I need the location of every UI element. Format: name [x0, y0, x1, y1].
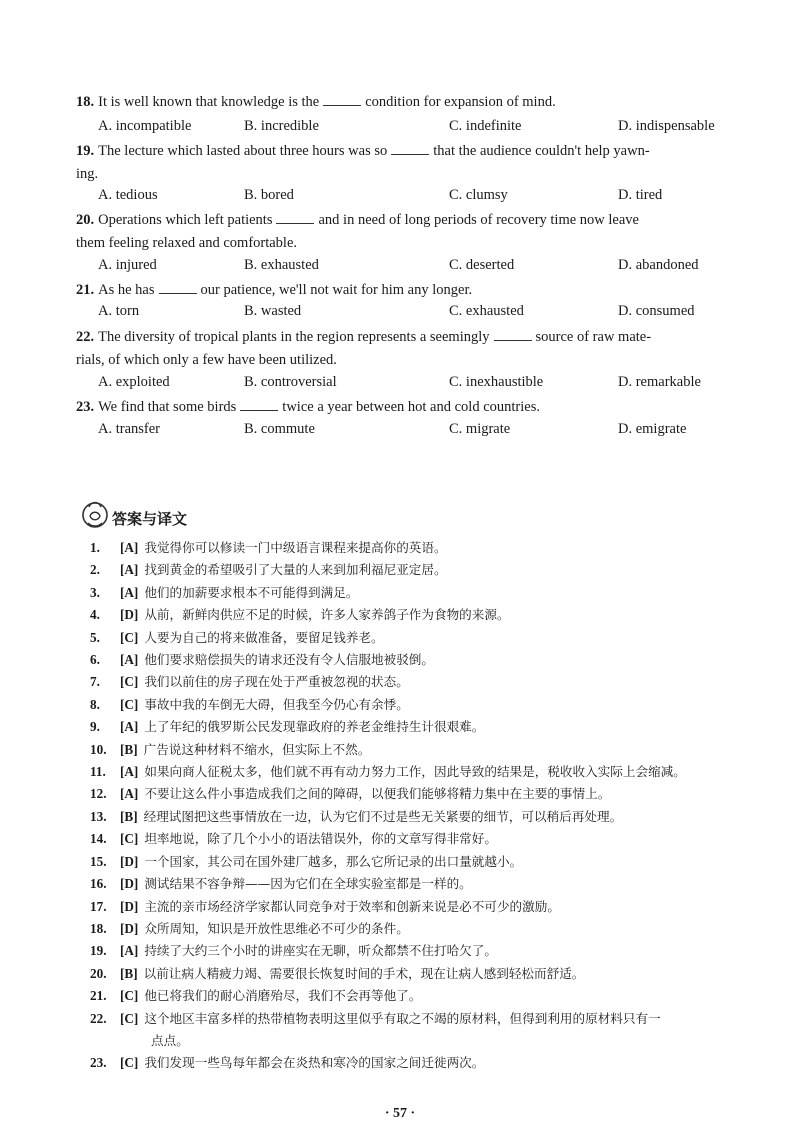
question-stem-rest: our patience, we'll not wait for him any longer. — [200, 282, 473, 298]
answer-item: 9. [A] 上了年纪的俄罗斯公民发现靠政府的养老金维持生计很艰难。 — [90, 719, 485, 735]
answer-item: 17. [D] 主流的亲市场经济学家都认同竞争对于效率和创新来说是必不可少的激励。 — [90, 898, 560, 914]
answer-list — [90, 537, 750, 1075]
answer-item: 23. [C] 我们发现一些鸟每年都会在炎热和寒冷的国家之间迁徙两次。 — [90, 1055, 485, 1071]
answer-item: 3. [A] 他们的加薪要求根本不可能得到满足。 — [90, 584, 359, 600]
option-a: A. tedious — [98, 187, 158, 203]
question-stem-continued: ing. — [76, 166, 99, 182]
option-a: A. transfer — [98, 421, 161, 437]
option-d: D. tired — [618, 187, 663, 203]
option-c: C. deserted — [449, 257, 515, 273]
option-d: D. abandoned — [618, 257, 699, 273]
question-number: 19. — [76, 143, 95, 159]
question-number: 20. — [76, 212, 95, 228]
option-a: A. injured — [98, 257, 157, 273]
question-stem: Operations which left patients — [98, 212, 273, 228]
option-c: C. migrate — [449, 421, 511, 437]
answer-blank — [276, 211, 314, 224]
section-title: 答案与译文 — [112, 510, 188, 528]
question-stem-continued: them feeling relaxed and comfortable. — [76, 235, 298, 251]
answer-item: 19. [A] 持续了大约三个小时的讲座实在无聊，听众都禁不住打哈欠了。 — [90, 943, 497, 959]
answer-item: 12. [A] 不要让这么件小事造成我们之间的障碍，以便我们能够将精力集中在主要的事情上。 — [90, 786, 611, 802]
answer-item: 14. [C] 坦率地说，除了几个小小的语法错误外，你的文章写得非常好。 — [90, 831, 497, 847]
question-22 — [76, 326, 760, 372]
option-a: A. exploited — [98, 374, 170, 390]
page-number: · 57 · — [384, 1106, 416, 1121]
option-d: D. indispensable — [618, 118, 715, 134]
answer-item: 15. [D] 一个国家，其公司在国外建厂越多，那么它所记录的出口量就越小。 — [90, 853, 523, 869]
question-number: 22. — [76, 329, 95, 345]
question-stem-rest: and in need of long periods of recovery time now leave — [318, 212, 639, 228]
question-20 — [76, 209, 760, 255]
option-b: B. wasted — [244, 303, 302, 319]
option-a: A. torn — [98, 303, 140, 319]
option-b: B. bored — [244, 187, 294, 203]
question-stem: The diversity of tropical plants in the region represents a seemingly — [98, 329, 490, 345]
answer-item: 8. [C] 事故中我的车倒无大碍，但我至今仍心有余悸。 — [90, 696, 409, 712]
options-18 — [98, 118, 760, 140]
answer-item: 4. [D] 从前，新鲜肉供应不足的时候，许多人家养鸽子作为食物的来源。 — [90, 607, 510, 623]
question-number: 18. — [76, 94, 95, 110]
section-ornament-icon — [80, 497, 110, 531]
question-18 — [76, 91, 760, 114]
answer-blank — [494, 328, 532, 341]
question-stem-rest: condition for expansion of mind. — [365, 94, 556, 110]
answer-item: 7. [C] 我们以前住的房子现在处于严重被忽视的状态。 — [90, 674, 409, 690]
answer-item: 11. [A] 如果向商人征税太多，他们就不再有动力努力工作，因此导致的结果是，税收收入实际上会缩减。 — [90, 764, 686, 780]
answer-item: 16. [D] 测试结果不容争辩——因为它们在全球实验室都是一样的。 — [90, 876, 472, 892]
options-19 — [98, 187, 760, 209]
question-21 — [76, 279, 760, 302]
question-stem: The lecture which lasted about three hours was so — [98, 143, 388, 159]
option-b: B. incredible — [244, 118, 319, 134]
option-c: C. indefinite — [449, 118, 522, 134]
answer-item: 5. [C] 人要为自己的将来做准备，要留足钱养老。 — [90, 629, 384, 645]
answer-item: 18. [D] 众所周知，知识是开放性思维必不可少的条件。 — [90, 920, 409, 936]
question-stem-rest: twice a year between hot and cold countries. — [282, 399, 540, 415]
option-c: C. clumsy — [449, 187, 508, 203]
question-19 — [76, 140, 760, 186]
option-a: A. incompatible — [98, 118, 192, 134]
answers-section-header — [80, 497, 188, 531]
answer-item: 6. [A] 他们要求赔偿损失的请求还没有令人信服地被驳倒。 — [90, 652, 434, 668]
options-23 — [98, 421, 760, 443]
answer-item: 1. [A] 我觉得你可以修读一门中级语言课程来提高你的英语。 — [90, 540, 447, 555]
option-d: D. consumed — [618, 303, 695, 319]
answer-item: 20. [B] 以前让病人精疲力竭、需要很长恢复时间的手术，现在让病人感到轻松而舒适。 — [90, 965, 585, 981]
answer-blank — [240, 398, 278, 411]
option-d: D. emigrate — [618, 421, 687, 437]
answer-item: 22. [C] 这个地区丰富多样的热带植物表明这里似乎有取之不竭的原材料，但得到利用的原材料只有一 — [90, 1010, 661, 1026]
options-21 — [98, 303, 760, 325]
question-stem: As he has — [98, 282, 155, 298]
answer-item-continued: 点点。 — [151, 1032, 189, 1048]
question-number: 23. — [76, 399, 95, 415]
answer-item: 13. [B] 经理试图把这些事情放在一边，认为它们不过是些无关紧要的细节，可以稍后再处理。 — [90, 808, 623, 824]
question-stem: It is well known that knowledge is the — [98, 94, 320, 110]
option-b: B. exhausted — [244, 257, 319, 273]
option-c: C. exhausted — [449, 303, 524, 319]
option-d: D. remarkable — [618, 374, 701, 390]
option-c: C. inexhaustible — [449, 374, 544, 390]
answer-item: 21. [C] 他已将我们的耐心消磨殆尽，我们不会再等他了。 — [90, 988, 422, 1004]
answer-blank — [391, 142, 429, 155]
question-stem: We find that some birds — [98, 399, 237, 415]
question-stem-continued: rials, of which only a few have been utilized. — [76, 352, 337, 368]
question-23 — [76, 396, 760, 419]
question-stem-rest: that the audience couldn't help yawn- — [433, 143, 650, 159]
question-stem-rest: source of raw mate- — [535, 329, 652, 345]
options-20 — [98, 257, 760, 279]
options-22 — [98, 374, 760, 396]
option-b: B. controversial — [244, 374, 337, 390]
question-number: 21. — [76, 282, 95, 298]
answer-blank — [323, 93, 361, 106]
answer-item: 2. [A] 找到黄金的希望吸引了大量的人来到加利福尼亚定居。 — [90, 562, 447, 578]
answer-blank — [159, 281, 197, 294]
option-b: B. commute — [244, 421, 315, 437]
answer-item: 10. [B] 广告说这种材料不缩水，但实际上不然。 — [90, 741, 371, 757]
